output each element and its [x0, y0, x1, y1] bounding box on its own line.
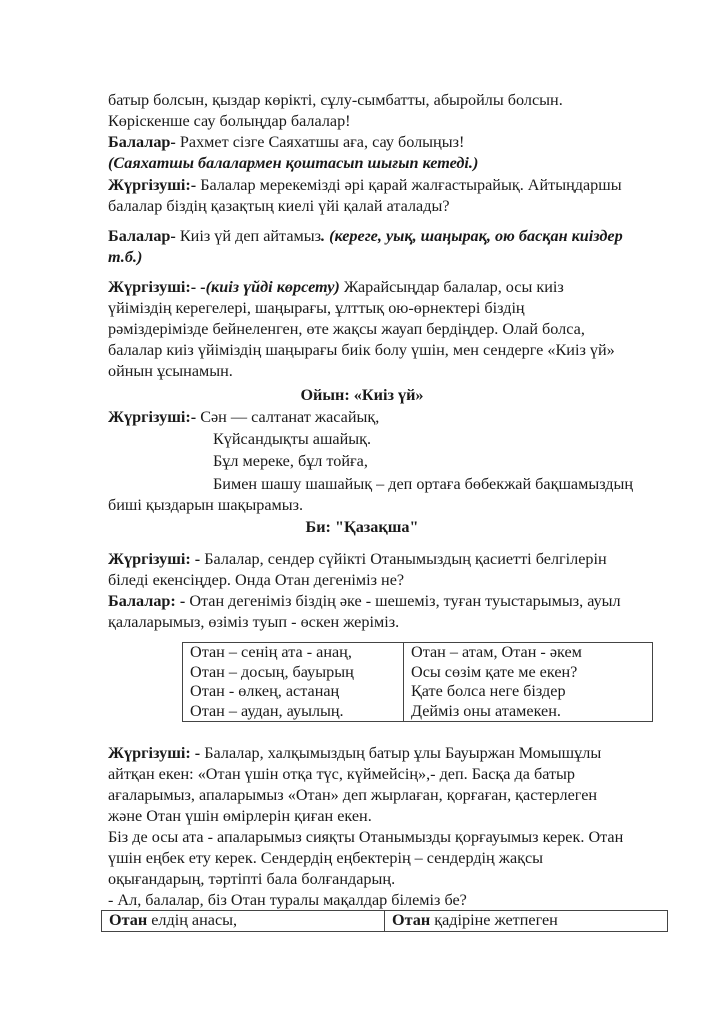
- poem-line: Бимен шашу шашайық – деп ортаға бөбекжай бақшамыздың: [213, 475, 634, 493]
- text-line: үшін еңбек ету керек. Сендердің еңбектерің – сендердің жақсы: [108, 849, 544, 867]
- dialogue-text: Жарайсыңдар балалар, осы киіз: [339, 278, 564, 296]
- poem-table-line: Отан – сенің ата - анаң,: [190, 643, 352, 661]
- dialogue-line: [108, 132, 464, 152]
- text-line: үйіміздің керегелері, шаңырағы, ұлттық ою-өрнектері біздің: [108, 299, 525, 317]
- dialogue-line: [108, 549, 607, 569]
- poem-table-right-cell: [404, 643, 653, 722]
- poem-table-line: Қате болса неге біздер: [411, 682, 566, 700]
- dialogue-text: Рахмет сізге Саяхатшы аға, сау болыңыз!: [175, 133, 465, 151]
- stage-direction: . (кереге, уық, шаңырақ, ою басқан киіздер: [321, 227, 623, 245]
- text-line: ағаларымыз, апаларымыз «Отан» деп жырлаған, қорғаған, қастерлеген: [108, 786, 598, 804]
- proverb-text: қадіріне жетпеген: [430, 911, 558, 929]
- poem-line: Бұл мереке, бұл тойға,: [213, 452, 368, 470]
- poem-table-left-cell: [183, 643, 404, 722]
- text-line: оқығандарың, тәртіпті бала болғандарың.: [108, 870, 396, 888]
- text-line: айтқан екен: «Отан үшін отқа түс, күймейсің»,- деп. Басқа да батыр: [108, 765, 576, 783]
- poem-table-line: Отан – атам, Отан - әкем: [411, 643, 582, 661]
- dialogue-line: [108, 226, 623, 246]
- poem-table: [182, 642, 653, 722]
- section-heading-dance: Би: "Қазақша": [305, 518, 419, 536]
- text-line: рәміздерімізде бейнеленген, өте жақсы жауап бердіңдер. Олай болса,: [108, 320, 585, 338]
- text-line: - Ал, балалар, біз Отан туралы мақалдар білеміз бе?: [108, 891, 467, 909]
- speaker-label: Балалар-: [108, 227, 176, 245]
- speaker-label: Жүргізуші: -: [108, 550, 201, 568]
- text-line: батыр болсын, қыздар көрікті, сұлу-сымбатты, абыройлы болсын.: [108, 91, 563, 109]
- proverb-keyword: Отан: [109, 911, 148, 929]
- text-line: Көріскенше сау болыңдар балалар!: [108, 112, 351, 130]
- text-line: қалаларымыз, өзіміз туып - өскен жеріміз.: [108, 613, 400, 631]
- speaker-label: Жүргізуші:-: [108, 278, 197, 296]
- stage-direction: -(киіз үйді көрсету): [196, 278, 340, 296]
- proverb-text: елдің анасы,: [147, 911, 238, 929]
- text-line: балалар киіз үйіміздің шаңырағы биік болу үшін, мен сендерге «Киіз үй»: [108, 341, 615, 359]
- stage-direction: т.б.): [108, 248, 143, 266]
- dialogue-text: Киіз үй деп айтамыз: [175, 227, 322, 245]
- text-line: біледі екенсіңдер. Онда Отан дегеніміз не?: [108, 571, 405, 589]
- dialogue-line: [108, 591, 621, 611]
- dialogue-line: [108, 407, 379, 427]
- dialogue-text: Балалар, халқымыздың батыр ұлы Бауыржан Момышұлы: [200, 744, 602, 762]
- text-line: Біз де осы ата - апаларымыз сияқты Отанымызды қорғауымыз керек. Отан: [108, 828, 624, 846]
- proverb-table-left-cell: [102, 911, 385, 932]
- section-heading-game: Ойын: «Киіз үй»: [300, 386, 424, 404]
- text-line: және Отан үшін өмірлерін қиған екен.: [108, 807, 372, 825]
- poem-table-line: Дейміз оны атамекен.: [411, 701, 561, 720]
- poem-table-line: Отан – досың, бауырың: [190, 662, 354, 681]
- dialogue-line: [108, 175, 622, 195]
- speaker-label: Балалар-: [108, 133, 176, 151]
- proverb-table-right-cell: [385, 911, 668, 932]
- speaker-label: Жүргізуші:-: [108, 176, 197, 194]
- speaker-label: Балалар: -: [108, 592, 186, 610]
- dialogue-text: Сән — салтанат жасайық,: [196, 408, 380, 426]
- proverb-table: [101, 910, 668, 932]
- poem-table-line: Отан – аудан, ауылың.: [190, 701, 344, 720]
- speaker-label: Жүргізуші: -: [108, 744, 201, 762]
- proverb-keyword: Отан: [392, 911, 431, 929]
- poem-table-line: Осы сөзім қате ме екен?: [411, 662, 578, 681]
- dialogue-line: [108, 743, 601, 763]
- dialogue-text: Балалар мерекемізді әрі қарай жалғастырайық. Айтыңдаршы: [196, 176, 622, 194]
- dialogue-line: [108, 277, 564, 297]
- text-line: балалар біздің қазақтың киелі үйі қалай аталады?: [108, 197, 450, 215]
- text-line: ойнын ұсынамын.: [108, 362, 233, 380]
- poem-line: Күйсандықты ашайық.: [213, 430, 372, 448]
- stage-direction: (Саяхатшы балалармен қоштасып шығып кетеді.): [108, 154, 479, 172]
- text-line: биші қыздарын шақырамыз.: [108, 496, 304, 514]
- poem-table-line: Отан - өлкең, астанаң: [190, 682, 340, 700]
- dialogue-text: Балалар, сендер сүйікті Отанымыздың қасиетті белгілерін: [200, 550, 607, 568]
- dialogue-text: Отан дегеніміз біздің әке - шешеміз, туған туыстарымыз, ауыл: [185, 592, 621, 610]
- speaker-label: Жүргізуші:-: [108, 408, 197, 426]
